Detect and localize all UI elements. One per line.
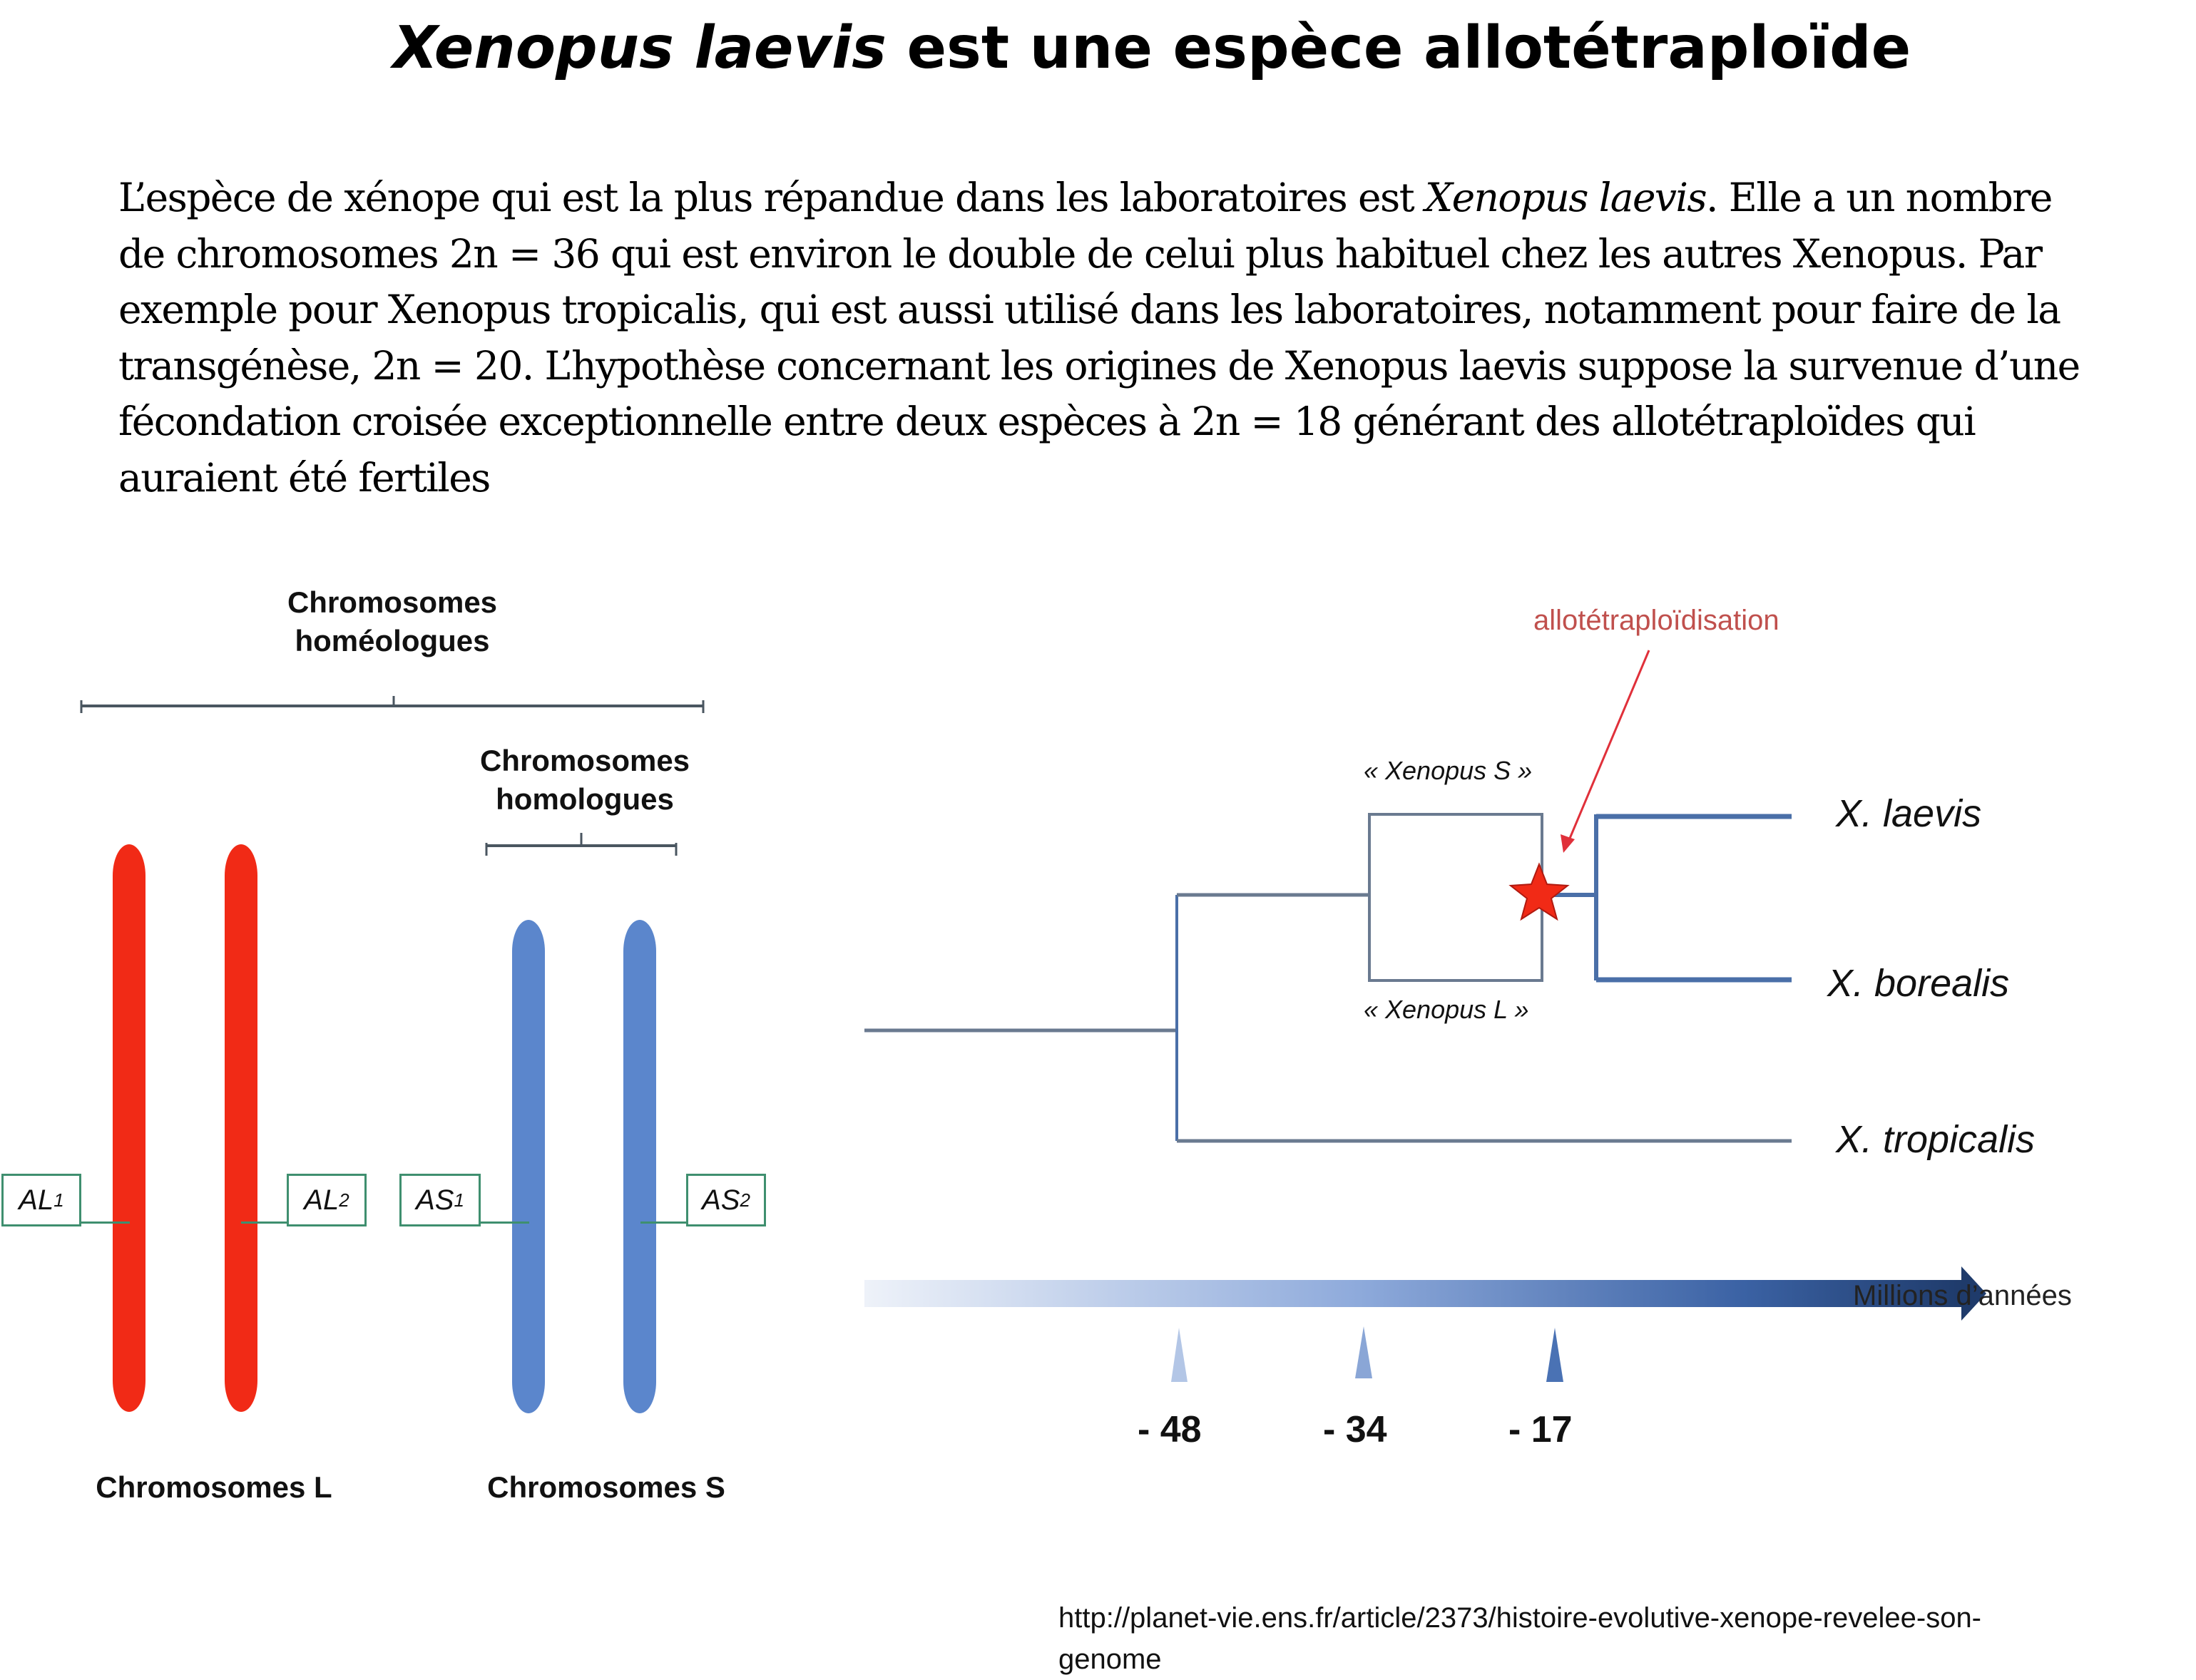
marker-34-icon (1355, 1326, 1372, 1378)
allele-box-AL1 (1, 1174, 81, 1226)
chromosome-L1 (113, 844, 145, 1412)
timeline-label: Millions d’années (1853, 1280, 2072, 1311)
paragraph-species-italic: Xenopus laevis (1425, 175, 1707, 220)
source-url[interactable] (1058, 1597, 1981, 1680)
time-mark-34: - 34 (1323, 1409, 1387, 1450)
allele-box-AS2 (686, 1174, 766, 1226)
group-L-label: Chromosomes L (96, 1470, 332, 1504)
marker-17-icon (1546, 1328, 1563, 1382)
time-mark-48: - 48 (1138, 1409, 1202, 1450)
species-laevis: X. laevis (1836, 792, 1982, 835)
ancestor-S-label: « Xenopus S » (1364, 756, 1533, 785)
source-url-line2[interactable]: genome (1058, 1644, 1162, 1675)
homeologues-line2: homéologues (295, 624, 490, 657)
chromosome-S1 (512, 920, 545, 1413)
timeline-bar (864, 1280, 1963, 1307)
allele-AS1-sub: 1 (454, 1189, 464, 1211)
chromosome-S2 (623, 920, 656, 1413)
ancestor-L-label: « Xenopus L » (1364, 995, 1529, 1024)
allele-box-AS1 (399, 1174, 481, 1226)
title-rest: est une espèce allotétraploïde (886, 14, 1911, 82)
title-species: Xenopus laevis (392, 14, 887, 82)
allele-AS2-base: AS (702, 1184, 740, 1216)
chromosome-L2 (225, 844, 257, 1412)
page-title (0, 14, 2196, 82)
allele-AL2-sub: 2 (339, 1189, 349, 1211)
homologues-line2: homologues (496, 782, 674, 816)
allele-AL1-base: AL (19, 1184, 54, 1216)
ancestor-box (1369, 814, 1542, 980)
arrow-head-icon (1561, 834, 1575, 853)
species-borealis: X. borealis (1827, 962, 2010, 1005)
allele-connector-AL2 (241, 1221, 288, 1224)
source-url-line1[interactable]: http://planet-vie.ens.fr/article/2373/histoire-evolutive-xenope-revelee-son- (1058, 1602, 1982, 1634)
homeologues-bracket (71, 685, 713, 720)
marker-48-icon (1171, 1328, 1188, 1382)
phylogenetic-tree (856, 599, 2196, 1512)
homologues-bracket (478, 827, 685, 863)
homologues-label (428, 742, 742, 819)
event-label: allotétraploïdisation (1533, 605, 1779, 636)
homeologues-label (235, 583, 549, 660)
homologues-line1: Chromosomes (479, 744, 690, 777)
allele-connector-AS1 (479, 1221, 529, 1224)
allele-box-AL2 (287, 1174, 367, 1226)
allele-connector-AL1 (80, 1221, 130, 1224)
paragraph-text-1: L’espèce de xénope qui est la plus répandue dans les laboratoires est (118, 175, 1426, 220)
paragraph-text-2: . Elle a un nombre de chromosomes 2n = 36 qui est environ le double de celui plus habituel chez les autres Xenopus. Par exemple pour Xenopus tropicalis, qui est aussi utilisé dans les laboratoires, notamment pour faire de la transgénèse, 2n = 20. L’hypothèse concernant les origines de Xenopus laevis suppose la survenue d’une fécondation croisée exceptionnelle entre deux espèces à 2n = 18 générant des allotétraploïdes qui auraient été fertiles (118, 175, 2080, 501)
allele-AL1-sub: 1 (53, 1189, 64, 1211)
allele-connector-AS2 (640, 1221, 688, 1224)
time-mark-17: - 17 (1508, 1409, 1573, 1450)
species-tropicalis: X. tropicalis (1836, 1118, 2036, 1161)
intro-paragraph (118, 170, 2101, 506)
group-S-label: Chromosomes S (487, 1470, 725, 1504)
allele-AS1-base: AS (416, 1184, 454, 1216)
allele-AS2-sub: 2 (740, 1189, 750, 1211)
homeologues-line1: Chromosomes (287, 585, 498, 619)
star-icon (1511, 864, 1568, 919)
allele-AL2-base: AL (304, 1184, 339, 1216)
